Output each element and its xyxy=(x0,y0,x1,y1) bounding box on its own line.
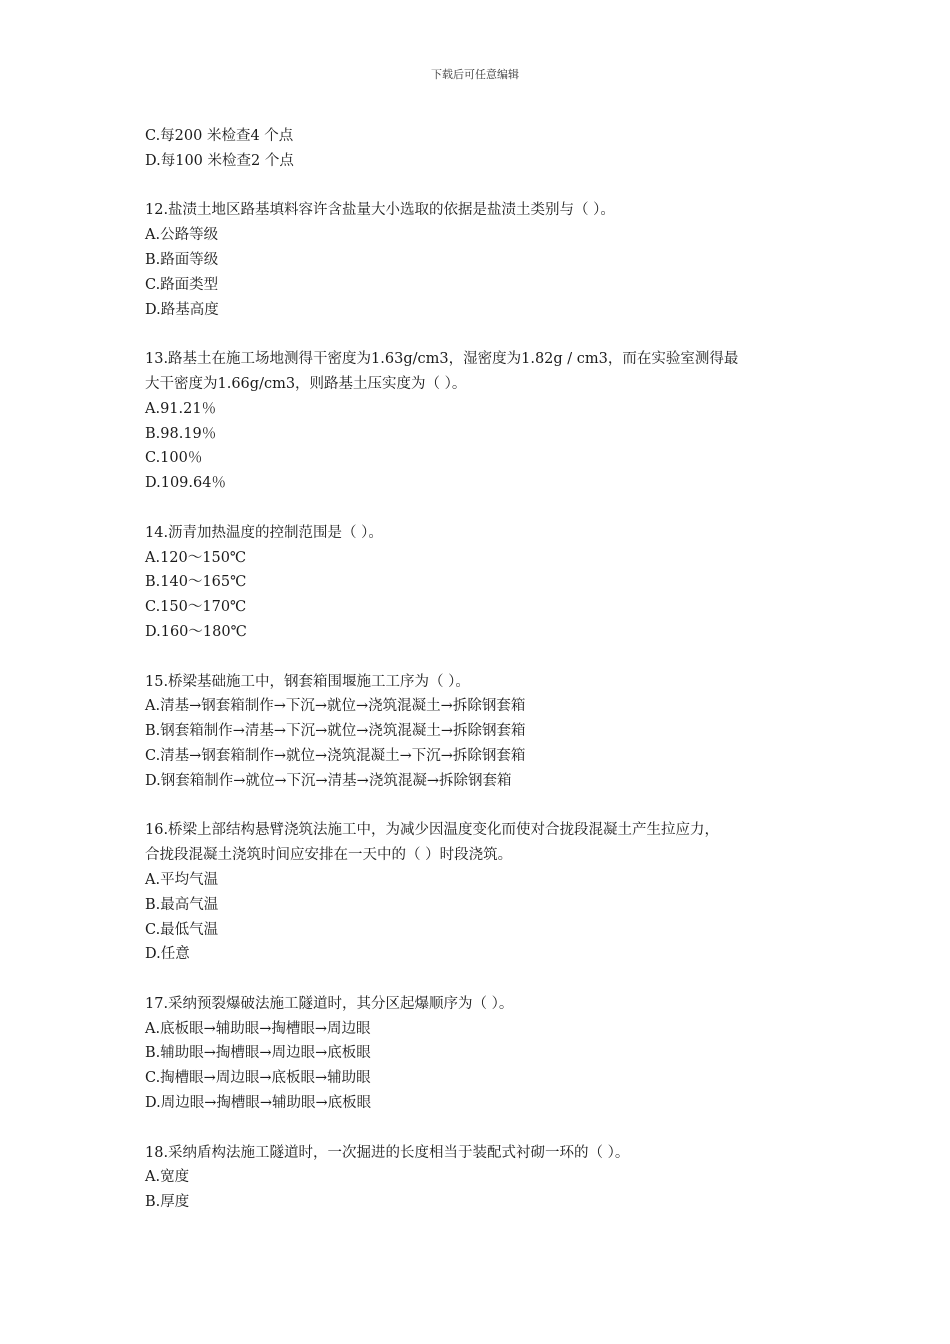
option-c: C.清基→钢套箱制作→就位→浇筑混凝土→下沉→拆除钢套箱 xyxy=(145,747,526,764)
question-18 xyxy=(145,1141,815,1215)
option-c: C.100％ xyxy=(145,450,203,467)
question-13 xyxy=(145,347,815,496)
option-d: D.160～180℃ xyxy=(145,623,247,640)
option-c: C.150～170℃ xyxy=(145,599,247,616)
question-stem: 18.采纳盾构法施工隧道时，一次掘进的长度相当于装配式衬砌一环的（ ）。 xyxy=(145,1144,630,1161)
option-a: A.宽度 xyxy=(145,1169,190,1186)
option-d: D.109.64％ xyxy=(145,475,226,492)
option-a: A.公路等级 xyxy=(145,227,219,244)
option-a: A.清基→钢套箱制作→下沉→就位→浇筑混凝土→拆除钢套箱 xyxy=(145,698,526,715)
option-b: B.厚度 xyxy=(145,1194,190,1211)
question-stem: 12.盐渍土地区路基填料容许含盐量大小选取的依据是盐渍土类别与（ ）。 xyxy=(145,202,615,219)
document-body xyxy=(145,124,815,1240)
option-c: C.掏槽眼→周边眼→底板眼→辅助眼 xyxy=(145,1070,371,1087)
option-c: C.最低气温 xyxy=(145,921,219,938)
question-stem: 16.桥梁上部结构悬臂浇筑法施工中，为减少因温度变化而使对合拢段混凝土产生拉应力， xyxy=(145,822,720,839)
option-b: B.98.19％ xyxy=(145,425,217,442)
option-a: A.91.21％ xyxy=(145,400,217,417)
option-d: D.每100 米检查2 个点 xyxy=(145,152,294,169)
question-stem-continued: 合拢段混凝土浇筑时间应安排在一天中的（ ）时段浇筑。 xyxy=(145,847,513,864)
option-c: C.每200 米检查4 个点 xyxy=(145,128,294,144)
option-b: B.钢套箱制作→清基→下沉→就位→浇筑混凝土→拆除钢套箱 xyxy=(145,723,526,740)
option-d: D.钢套箱制作→就位→下沉→清基→浇筑混凝→拆除钢套箱 xyxy=(145,772,512,789)
question-stem: 15.桥梁基础施工中，钢套箱围堰施工工序为（ ）。 xyxy=(145,673,470,690)
question-14 xyxy=(145,521,815,645)
option-d: D.任意 xyxy=(145,946,190,963)
option-a: A.平均气温 xyxy=(145,871,219,888)
option-b: B.辅助眼→掏槽眼→周边眼→底板眼 xyxy=(145,1045,371,1062)
option-d: D.路基高度 xyxy=(145,301,219,318)
page-header: 下载后可任意编辑 xyxy=(431,68,519,81)
option-d: D.周边眼→掏槽眼→辅助眼→底板眼 xyxy=(145,1095,372,1112)
question-11-continued xyxy=(145,124,815,174)
option-c: C.路面类型 xyxy=(145,276,219,293)
question-12 xyxy=(145,198,815,322)
question-stem: 13.路基土在施工场地测得干密度为1.63g/cm3，湿密度为1.82g / cm3，而在实验室测得最 xyxy=(145,351,739,368)
question-stem: 17.采纳预裂爆破法施工隧道时，其分区起爆顺序为（ ）。 xyxy=(145,995,514,1012)
option-b: B.140～165℃ xyxy=(145,574,247,591)
question-17 xyxy=(145,992,815,1116)
question-stem-continued: 大干密度为1.66g/cm3，则路基土压实度为（ ）。 xyxy=(145,375,467,392)
option-a: A.120～150℃ xyxy=(145,549,247,566)
option-b: B.最高气温 xyxy=(145,896,219,913)
option-b: B.路面等级 xyxy=(145,251,219,268)
question-stem: 14.沥青加热温度的控制范围是（ ）。 xyxy=(145,524,383,541)
option-a: A.底板眼→辅助眼→掏槽眼→周边眼 xyxy=(145,1020,371,1037)
question-15 xyxy=(145,670,815,794)
question-16 xyxy=(145,818,815,967)
